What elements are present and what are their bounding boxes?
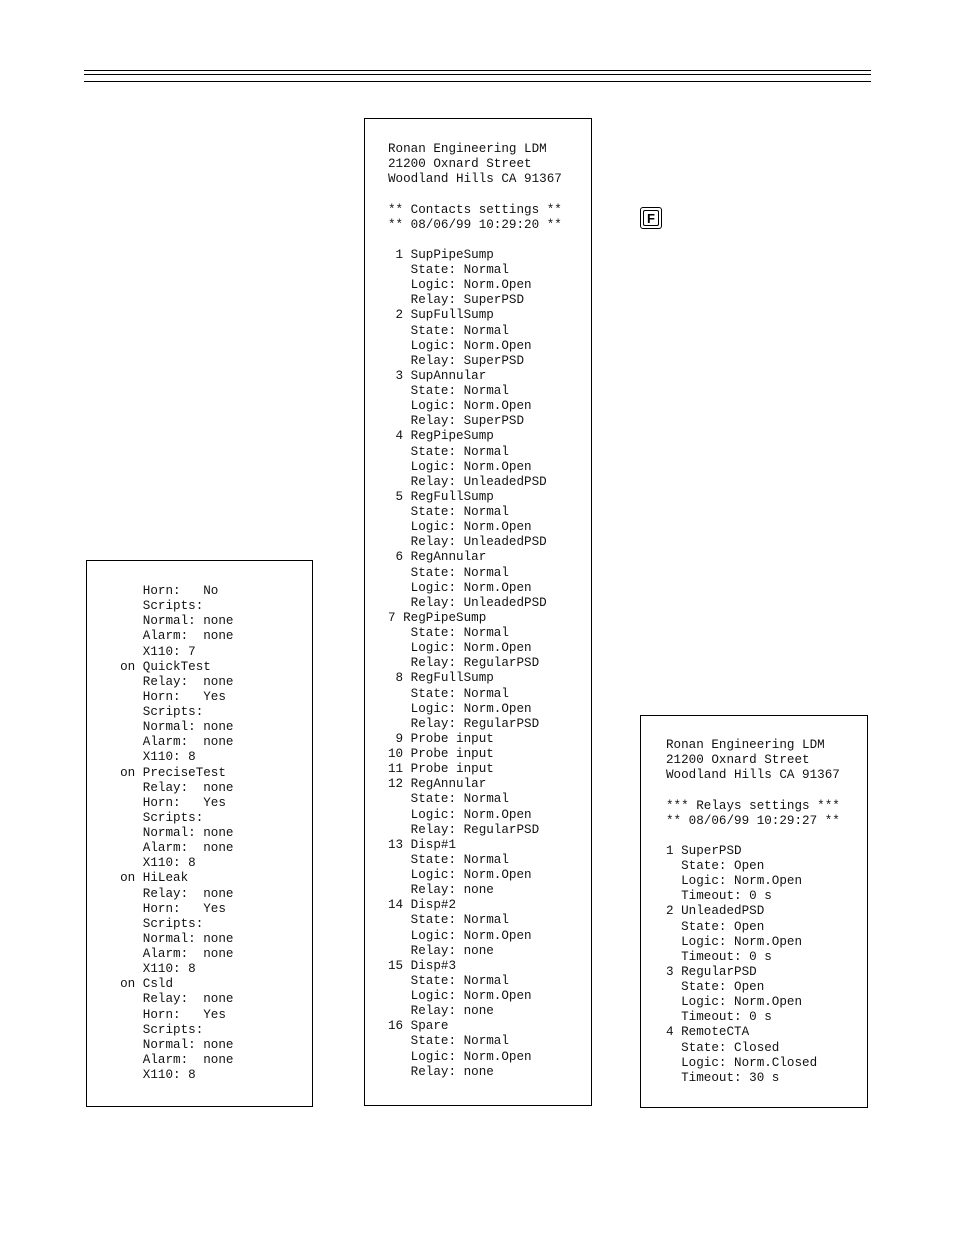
printout-line: 2 SupFullSump (388, 308, 494, 323)
alarm-settings-printout (86, 560, 313, 1107)
printout-line: 13 Disp#1 (388, 837, 457, 852)
printout-line: Logic: Norm.Open (388, 641, 532, 656)
printout-line: 9 Probe input (388, 731, 494, 746)
printout-line: Relay: UnleadedPSD (388, 595, 547, 610)
printout-line: X110: 8 (105, 1068, 196, 1082)
printout-line: Horn: Yes (105, 795, 226, 810)
printout-line: State: Open (666, 980, 765, 994)
printout-line: Logic: Norm.Open (388, 399, 532, 414)
printout-line: Relay: RegularPSD (388, 822, 540, 837)
relays-settings-text (666, 738, 840, 1086)
printout-line: Normal: none (105, 720, 234, 735)
printout-line: Logic: Norm.Open (388, 989, 532, 1003)
printout-line: Normal: none (105, 1037, 234, 1052)
printout-line: ** Contacts settings ** (388, 202, 562, 217)
printout-line: ** 08/06/99 10:29:27 ** (666, 813, 840, 828)
printout-line: Horn: Yes (105, 1007, 226, 1022)
printout-line: State: Normal (388, 973, 509, 988)
printout-line: Alarm: none (105, 841, 234, 856)
printout-line: Scripts: (105, 599, 204, 614)
printout-line: Timeout: 0 s (666, 1010, 772, 1025)
printout-line: Alarm: none (105, 1052, 234, 1067)
printout-line: State: Open (666, 859, 765, 873)
printout-line: Relay: none (105, 886, 234, 901)
printout-line: Relay: none (388, 1064, 494, 1079)
printout-line: Timeout: 0 s (666, 889, 772, 904)
printout-line: Woodland Hills CA 91367 (388, 172, 562, 187)
contacts-settings-printout (364, 118, 592, 1106)
printout-line: Horn: Yes (105, 901, 226, 916)
printout-line: Logic: Norm.Open (388, 807, 532, 822)
printout-line: on PreciseTest (105, 765, 226, 780)
printout-line: 2 UnleadedPSD (666, 904, 765, 919)
printout-line: *** Relays settings *** (666, 798, 840, 813)
printout-line: Logic: Norm.Open (388, 868, 532, 882)
printout-line: Logic: Norm.Open (388, 701, 532, 716)
printout-line: Relay: none (388, 943, 494, 958)
printout-line: State: Normal (388, 384, 509, 398)
printout-line: Relay: none (388, 883, 494, 898)
printout-line: Horn: Yes (105, 689, 226, 704)
printout-line: Relay: SuperPSD (388, 353, 525, 368)
printout-line: Scripts: (105, 705, 204, 719)
printout-line: 14 Disp#2 (388, 898, 457, 913)
printout-line: State: Closed (666, 1040, 780, 1055)
printout-line: on Csld (105, 977, 174, 992)
printout-line: Relay: RegularPSD (388, 716, 540, 731)
printout-line: State: Normal (388, 1034, 509, 1049)
printout-line: State: Open (666, 919, 765, 934)
printout-line: Relay: none (105, 780, 234, 795)
printout-line: 21200 Oxnard Street (388, 157, 532, 172)
header-rule-third (84, 81, 871, 82)
printout-line: Logic: Norm.Open (388, 459, 532, 474)
printout-line: Relay: none (388, 1004, 494, 1019)
printout-line: Timeout: 0 s (666, 949, 772, 964)
printout-line: 3 SupAnnular (388, 368, 487, 383)
printout-line: Relay: RegularPSD (388, 656, 540, 671)
printout-line: 4 RemoteCTA (666, 1025, 750, 1040)
printout-line: 5 RegFullSump (388, 489, 494, 504)
function-key-label: F (643, 210, 659, 226)
printout-line: State: Normal (388, 792, 509, 807)
header-rule-top (84, 70, 871, 71)
printout-line: X110: 7 (105, 644, 196, 659)
printout-line: Relay: UnleadedPSD (388, 535, 547, 550)
printout-line: Normal: none (105, 931, 234, 946)
printout-line: 15 Disp#3 (388, 958, 457, 973)
printout-line: Scripts: (105, 810, 204, 825)
printout-line: Relay: none (105, 674, 234, 689)
printout-line: State: Normal (388, 323, 509, 338)
printout-line: State: Normal (388, 913, 509, 928)
printout-line: State: Normal (388, 565, 509, 580)
printout-line: Timeout: 30 s (666, 1070, 780, 1085)
printout-line: State: Normal (388, 263, 509, 277)
printout-line: Normal: none (105, 826, 234, 840)
header-rule-bottom (84, 74, 871, 75)
printout-line: State: Normal (388, 626, 509, 640)
printout-line: 4 RegPipeSump (388, 429, 494, 444)
relays-settings-printout (640, 715, 868, 1108)
printout-line: X110: 8 (105, 856, 196, 871)
printout-line: Logic: Norm.Open (388, 520, 532, 535)
printout-line: 3 RegularPSD (666, 964, 757, 979)
printout-line: 16 Spare (388, 1019, 449, 1034)
printout-line: Logic: Norm.Open (388, 338, 532, 353)
printout-line: 11 Probe input (388, 762, 494, 777)
printout-line: Normal: none (105, 614, 234, 629)
printout-line: Logic: Norm.Closed (666, 1055, 818, 1070)
printout-line: 12 RegAnnular (388, 777, 487, 792)
printout-line: 10 Probe input (388, 747, 494, 761)
printout-line: Logic: Norm.Open (388, 1049, 532, 1064)
printout-line: Scripts: (105, 1022, 204, 1037)
printout-line: Horn: No (105, 584, 219, 598)
printout-line: 8 RegFullSump (388, 671, 494, 686)
printout-line: Logic: Norm.Open (388, 928, 532, 943)
printout-line: Logic: Norm.Open (388, 278, 532, 293)
printout-line: Relay: SuperPSD (388, 414, 525, 429)
printout-line: Logic: Norm.Open (388, 580, 532, 595)
printout-line: Woodland Hills CA 91367 (666, 768, 840, 783)
printout-line: Relay: UnleadedPSD (388, 474, 547, 489)
printout-line: 6 RegAnnular (388, 550, 487, 565)
printout-line: Ronan Engineering LDM (388, 142, 547, 156)
printout-line: Alarm: none (105, 947, 234, 961)
printout-line: 21200 Oxnard Street (666, 753, 810, 768)
alarm-settings-text (105, 584, 233, 1083)
printout-line: Relay: none (105, 992, 234, 1007)
printout-line: ** 08/06/99 10:29:20 ** (388, 217, 562, 232)
printout-line: on HiLeak (105, 871, 189, 886)
printout-line: Logic: Norm.Open (666, 995, 803, 1010)
printout-line: Scripts: (105, 916, 204, 931)
printout-line: 1 SuperPSD (666, 843, 742, 858)
printout-line: X110: 8 (105, 962, 196, 977)
printout-line: State: Normal (388, 852, 509, 867)
printout-line: Logic: Norm.Open (666, 874, 803, 889)
printout-line: Relay: SuperPSD (388, 293, 525, 308)
printout-line: State: Normal (388, 505, 509, 519)
printout-line: Logic: Norm.Open (666, 934, 803, 949)
contacts-settings-text (388, 142, 562, 1080)
printout-line: X110: 8 (105, 750, 196, 765)
printout-line: on QuickTest (105, 659, 211, 674)
printout-line: State: Normal (388, 686, 509, 701)
printout-line: Alarm: none (105, 735, 234, 750)
printout-line: Ronan Engineering LDM (666, 738, 825, 752)
printout-line: 1 SupPipeSump (388, 247, 494, 262)
printout-line: 7 RegPipeSump (388, 610, 487, 625)
function-key-icon (640, 207, 662, 229)
printout-line: Alarm: none (105, 629, 234, 644)
printout-line: State: Normal (388, 444, 509, 459)
